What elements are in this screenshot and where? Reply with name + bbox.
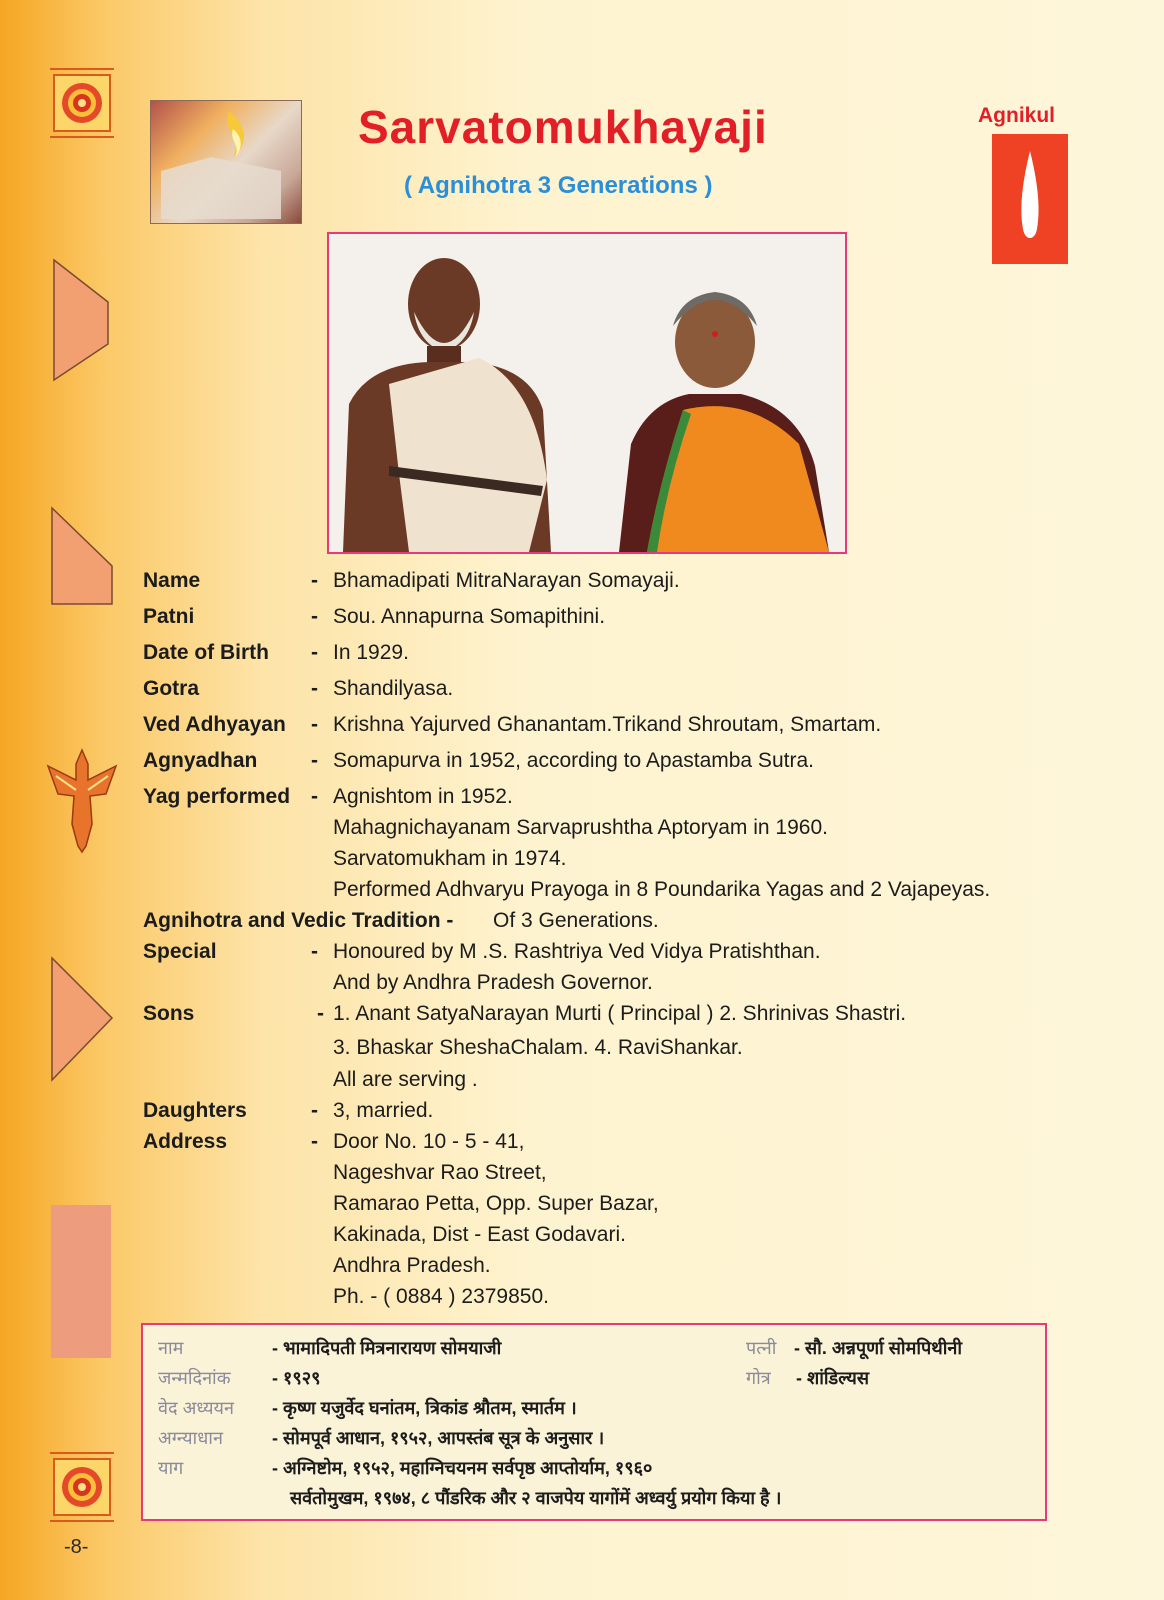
- sons-dash: -: [317, 1002, 324, 1025]
- top-emblem-rule-bottom: [50, 136, 114, 138]
- tradition-label: Agnihotra and Vedic Tradition -: [143, 909, 454, 932]
- patni-label: Patni: [143, 605, 195, 628]
- special-label: Special: [143, 940, 217, 963]
- address-line-3: Ramarao Petta, Opp. Super Bazar,: [333, 1192, 659, 1215]
- name-value: Bhamadipati MitraNarayan Somayaji.: [333, 569, 680, 592]
- hindi-patni-value: - सौ. अन्नपूर्णा सोमपिथीनी: [794, 1338, 963, 1358]
- hindi-yag-label: याग: [158, 1458, 184, 1478]
- triangle-shape: [50, 956, 116, 1082]
- hindi-yag-line-2: सर्वतोमुखम, १९७४, ८ पौंडरिक और २ वाजपेय यागोंमें अध्वर्यु प्रयोग किया है ।: [290, 1488, 782, 1508]
- ved-dash: -: [311, 713, 318, 736]
- yag-line-2: Mahagnichayanam Sarvaprushtha Aptoryam in 1960.: [333, 816, 828, 839]
- flame-logo-icon: [992, 134, 1068, 264]
- sons-line-2: 3. Bhaskar SheshaChalam. 4. RaviShankar.: [333, 1036, 743, 1059]
- tradition-value: Of 3 Generations.: [493, 909, 659, 932]
- gotra-dash: -: [311, 677, 318, 700]
- yag-label: Yag performed: [143, 785, 291, 808]
- hindi-ved-label: वेद अध्ययन: [158, 1398, 234, 1418]
- page-number: -8-: [64, 1536, 89, 1558]
- name-label: Name: [143, 569, 201, 592]
- bottom-emblem-icon: [53, 1458, 111, 1516]
- hindi-gotra-value: - शांडिल्यस: [796, 1368, 870, 1388]
- address-line-6: Ph. - ( 0884 ) 2379850.: [333, 1285, 549, 1308]
- yag-line-3: Sarvatomukham in 1974.: [333, 847, 567, 870]
- top-emblem-icon: [53, 74, 111, 132]
- agnyadhan-value: Somapurva in 1952, according to Apastamba Sutra.: [333, 749, 814, 772]
- address-line-5: Andhra Pradesh.: [333, 1254, 491, 1277]
- yagna-thumbnail-image: [150, 100, 302, 224]
- hindi-agny-label: अग्न्याधान: [158, 1428, 223, 1448]
- dob-label: Date of Birth: [143, 641, 269, 664]
- sons-label: Sons: [143, 1002, 195, 1025]
- agnyadhan-dash: -: [311, 749, 318, 772]
- sons-line-1: 1. Anant SatyaNarayan Murti ( Principal ) 2. Shrinivas Shastri.: [333, 1002, 907, 1025]
- portrait-photo: [327, 232, 847, 554]
- dob-dash: -: [311, 641, 318, 664]
- address-line-4: Kakinada, Dist - East Godavari.: [333, 1223, 626, 1246]
- daughters-label: Daughters: [143, 1099, 247, 1122]
- gotra-label: Gotra: [143, 677, 200, 700]
- daughters-dash: -: [311, 1099, 318, 1122]
- sons-line-3: All are serving .: [333, 1068, 478, 1091]
- pentagon-shape-1: [52, 258, 112, 382]
- hindi-naam-value: - भामादिपती मित्रनारायण सोमयाजी: [272, 1338, 502, 1358]
- agnyadhan-label: Agnyadhan: [143, 749, 258, 772]
- hindi-ved-value: - कृष्ण यजुर्वेद घनांतम, त्रिकांड श्रौतम, स्मार्तम ।: [272, 1398, 577, 1418]
- brand-label: Agnikul: [978, 104, 1055, 127]
- ved-label: Ved Adhyayan: [143, 713, 286, 736]
- address-line-2: Nageshvar Rao Street,: [333, 1161, 547, 1184]
- hindi-agny-value: - सोमपूर्व आधान, १९५२, आपस्तंब सूत्र के अनुसार ।: [272, 1428, 605, 1448]
- hindi-gotra-label: गोत्र: [746, 1368, 771, 1388]
- hindi-yag-value: - अग्निष्टोम, १९५२, महाग्निचयनम सर्वपृष्ठ आप्तोर्याम, १९६०: [272, 1458, 653, 1478]
- patni-value: Sou. Annapurna Somapithini.: [333, 605, 606, 628]
- special-line-2: And by Andhra Pradesh Governor.: [333, 971, 653, 994]
- name-dash: -: [311, 569, 318, 592]
- hindi-janm-label: जन्मदिनांक: [158, 1368, 231, 1388]
- top-emblem-rule: [50, 68, 114, 70]
- hindi-naam-label: नाम: [158, 1338, 184, 1358]
- yag-dash: -: [311, 785, 318, 808]
- rectangle-shape: [51, 1205, 111, 1358]
- yag-line-1: Agnishtom in 1952.: [333, 785, 513, 808]
- eagle-icon: [46, 746, 118, 854]
- page-subtitle: ( Agnihotra 3 Generations ): [404, 172, 713, 199]
- hindi-janm-value: - १९२९: [272, 1368, 321, 1388]
- gotra-value: Shandilyasa.: [333, 677, 454, 700]
- special-line-1: Honoured by M .S. Rashtriya Ved Vidya Pratishthan.: [333, 940, 821, 963]
- special-dash: -: [311, 940, 318, 963]
- yag-line-4: Performed Adhvaryu Prayoga in 8 Poundarika Yagas and 2 Vajapeyas.: [333, 878, 991, 901]
- page-title: Sarvatomukhayaji: [358, 101, 768, 153]
- address-dash: -: [311, 1130, 318, 1153]
- dob-value: In 1929.: [333, 641, 409, 664]
- address-label: Address: [143, 1130, 228, 1153]
- patni-dash: -: [311, 605, 318, 628]
- ved-value: Krishna Yajurved Ghanantam.Trikand Shroutam, Smartam.: [333, 713, 882, 736]
- bottom-emblem-rule-2: [50, 1520, 114, 1522]
- address-line-1: Door No. 10 - 5 - 41,: [333, 1130, 525, 1153]
- hindi-patni-label: पत्नी: [746, 1338, 777, 1358]
- pentagon-shape-2: [50, 506, 114, 606]
- daughters-value: 3, married.: [333, 1099, 434, 1122]
- bottom-emblem-rule: [50, 1452, 114, 1454]
